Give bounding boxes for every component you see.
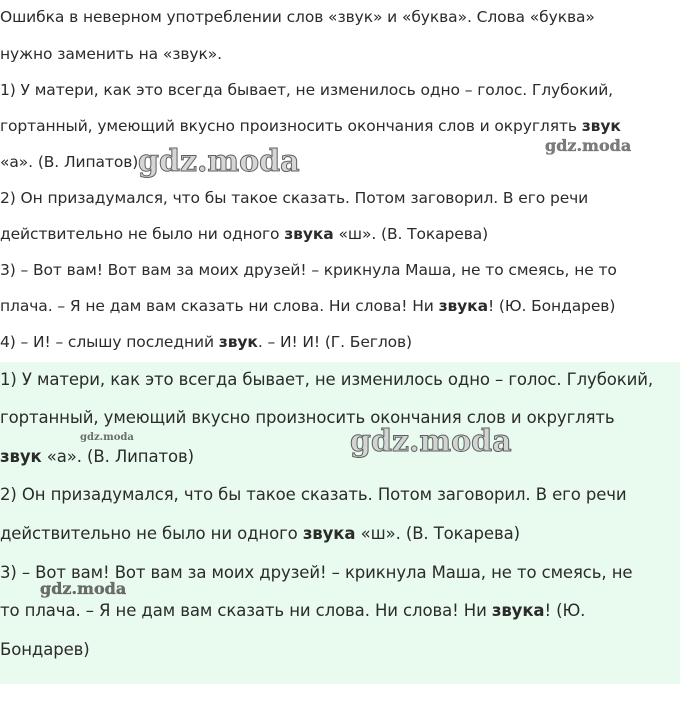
watermark-logo: gdz.moda [350,424,512,459]
text-line: 3) – Вот вам! Вот вам за моих друзей! – крикнула Маша, не то смеясь, не то [0,261,617,279]
bold-word: звука [284,225,334,243]
text-line: 2) Он призадумался, что бы такое сказать. Потом заговорил. В его речи [0,485,627,504]
text-line: плача. – Я не дам вам сказать ни слова. Ни слова! Ни звука! (Ю. Бондарев) [0,297,616,315]
text-line: «а». (В. Липатов) [0,153,139,171]
text-line: гортанный, умеющий вкусно произносить окончания слов и округлять [0,408,615,427]
text-line: нужно заменить на «звук». [0,45,222,63]
bottom-answer-block [0,362,680,684]
text-line: 4) – И! – слышу последний звук. – И! И! (Г. Беглов) [0,333,412,351]
watermark-logo: gdz.moda [545,136,632,155]
text-line: Ошибка в неверном употреблении слов «звук» и «буква». Слова «буква» [0,8,595,26]
bold-word: звука [302,524,356,543]
text-line: действительно не было ни одного звука «ш». (В. Токарева) [0,524,520,543]
text-line: 2) Он призадумался, что бы такое сказать. Потом заговорил. В его речи [0,189,589,207]
text-line: 1) У матери, как это всегда бывает, не изменилось одно – голос. Глубокий, [0,81,614,99]
text-line: Бондарев) [0,640,90,659]
bold-word: звука [491,601,545,620]
text-line: гортанный, умеющий вкусно произносить окончания слов и округлять звук [0,117,621,135]
bold-word: звук [581,117,621,135]
bold-word: звука [438,297,488,315]
bold-word: звук [0,447,42,466]
text-line: 1) У матери, как это всегда бывает, не изменилось одно – голос. Глубокий, [0,370,654,389]
text-line: звук «а». (В. Липатов) [0,447,194,466]
watermark-logo: gdz.moda [80,432,134,443]
watermark-logo: gdz.moda [40,579,127,598]
watermark-logo: gdz.moda [138,144,300,179]
bold-word: звук [218,333,258,351]
text-line: 3) – Вот вам! Вот вам за моих друзей! – крикнула Маша, не то смеясь, не [0,563,633,582]
text-line: действительно не было ни одного звука «ш». (В. Токарева) [0,225,489,243]
text-line: то плача. – Я не дам вам сказать ни слова. Ни слова! Ни звука! (Ю. [0,601,586,620]
